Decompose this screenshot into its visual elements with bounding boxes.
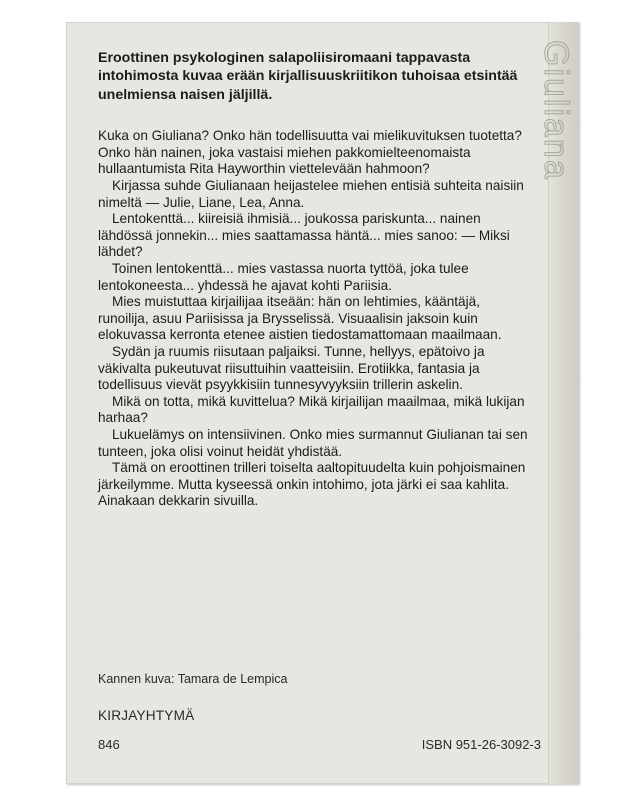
- blurb-paragraph: Lentokenttä... kiireisiä ihmisiä... joukossa pariskunta... nainen lähdössä jonnekin... mies saattamassa häntä... mies sanoo: — Miksi lähdet?: [98, 211, 510, 260]
- blurb-paragraph: Toinen lentokenttä... mies vastassa nuorta tyttöä, joka tulee lentokoneesta... yhdessä he ajavat kohti Pariisia.: [98, 260, 469, 293]
- blurb-body: [98, 128, 528, 510]
- blurb-paragraph: Kirjassa suhde Giulianaan heijastelee miehen entisiä suhteita naisiin nimeltä — Julie, Liane, Lea, Anna.: [98, 178, 524, 210]
- blurb-paragraph: Mies muistuttaa kirjailijaa itseään: hän on lehtimies, kääntäjä, runoilija, asuu Pariisissa ja Brysselissä. Visuaalisin jaksoin kuin elokuvassa kerronta etenee aistien tiedostamattomaan maailmaan.: [98, 294, 502, 343]
- cover-credit: Kannen kuva: Tamara de Lempica: [98, 672, 288, 686]
- book-back-cover: [66, 22, 579, 784]
- publisher-name: KIRJAYHTYMÄ: [98, 708, 195, 723]
- blurb-paragraph: Sydän ja ruumis riisutaan paljaiksi. Tunne, hellyys, epätoivo ja väkivalta pukeutuvat riisuttuihin vaatteisiin. Erotiikka, fantasia ja todellisuus vievät psyykkisiin tunnesyvyyksiin trillerin askelin.: [98, 343, 485, 393]
- blurb: [98, 49, 528, 510]
- blurb-paragraph: Tämä on eroottinen trilleri toiselta aaltopituudelta kuin pohjoismainen järkeilymme. Mutta kyseessä onkin intohimo, jota järki ei saa kahlita. Ainakaan dekkarin sivuilla.: [98, 460, 526, 509]
- catalog-number: 846: [98, 737, 120, 752]
- blurb-paragraph: Lukuelämys on intensiivinen. Onko mies surmannut Giulianan tai sen tunteen, joka olisi voinut heidät yhdistää.: [98, 426, 528, 459]
- blurb-paragraph: Mikä on totta, mikä kuvittelua? Mikä kirjailijan maailmaa, mikä lukijan harhaa?: [98, 393, 525, 426]
- isbn: ISBN 951-26-3092-3: [421, 737, 541, 752]
- spine-title: Giuliana: [537, 40, 575, 181]
- lead-paragraph: Eroottinen psykologinen salapoliisiromaani tappavasta intohimosta kuvaa erään kirjallisuuskriitikon tuhoisaa etsintää unelmiensa naisen jäljillä.: [98, 50, 518, 103]
- book-spine: [537, 22, 579, 784]
- blurb-paragraph: Kuka on Giuliana? Onko hän todellisuutta vai mielikuvituksen tuotetta? Onko hän nainen, joka vastaisi miehen pakkomielteenomaista hullaantumista Rita Hayworthin viettelevään hahmoon?: [98, 128, 522, 177]
- bottom-row: [98, 737, 541, 752]
